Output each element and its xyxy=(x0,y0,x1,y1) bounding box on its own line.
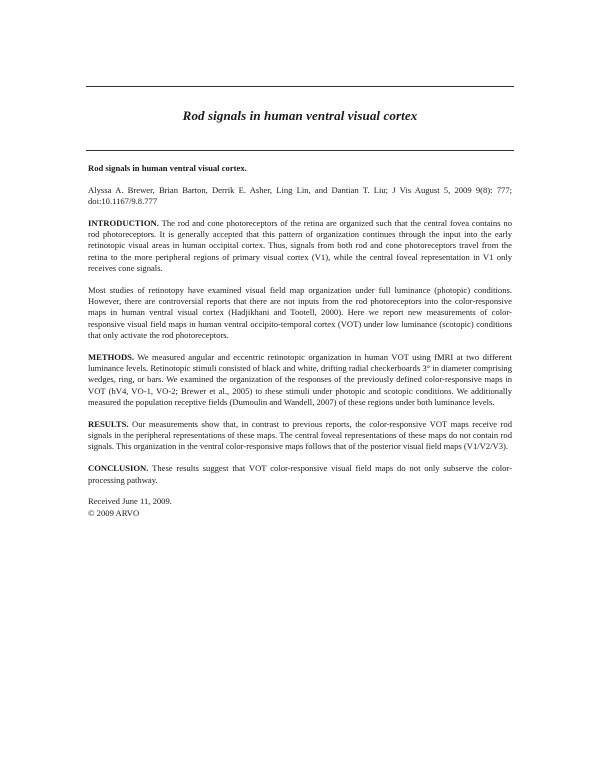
section-results xyxy=(88,419,512,453)
section-introduction xyxy=(88,218,512,274)
section-conclusion xyxy=(88,463,512,486)
section-text: Most studies of retinotopy have examined visual field map organization under full luminance (photopic) conditions. However, there are controversial reports that there are not inputs from the rod photoreceptors into the color-responsive maps in human ventral visual cortex (Hadjikhani and Tootell, 2000). Here we report new measurements of color-responsive visual field maps in human ventral occipito-temporal cortex (VOT) under low luminance (scotopic) conditions that only activate the rod photoreceptors. xyxy=(88,284,512,341)
section-label: INTRODUCTION. xyxy=(88,217,159,228)
section-methods xyxy=(88,352,512,408)
section-text: We measured angular and eccentric retinotopic organization in human VOT using fMRI at two different luminance levels. Retinotopic stimuli consisted of black and white, drifting radial checkerboards 3° in diameter comprising wedges, ring, or bars. We examined the organization of the responses of the previously defined color-responsive maps in VOT (hV4, VO-1, VO-2; Brewer et al., 2005) to these stimuli under photopic and scotopic conditions. We additionally measured the population receptive fields (Dumoulin and Wandell, 2007) of these regions under both luminance levels. xyxy=(88,351,512,408)
section-label: METHODS. xyxy=(88,351,135,362)
top-rule xyxy=(86,86,514,87)
section-text: Our measurements show that, in contrast to previous reports, the color-responsive VOT maps receive rod signals in the peripheral representations of these maps. The central foveal representations of these maps do not contain rod signals. This organization in the ventral color-responsive maps follows that of the posterior visual field maps (V1/V2/V3). xyxy=(88,418,512,452)
section-introduction-continued xyxy=(88,285,512,341)
abstract-body xyxy=(88,163,512,519)
citation-authors: Alyssa A. Brewer, Brian Barton, Derrik E. Asher, Ling Lin, and Dantian T. Liu; J Vis August 5, 2009 9(8): 777; doi:10.1167/9.8.777 xyxy=(88,184,512,207)
footer xyxy=(88,496,512,519)
bottom-rule xyxy=(86,150,514,151)
citation-title: Rod signals in human ventral visual cortex. xyxy=(88,163,247,173)
section-label: CONCLUSION. xyxy=(88,463,149,474)
section-text: These results suggest that VOT color-responsive visual field maps do not only subserve the color-processing pathway. xyxy=(88,463,512,485)
page-title: Rod signals in human ventral visual cortex xyxy=(182,108,418,123)
received-date: Received June 11, 2009. xyxy=(88,496,172,507)
copyright: © 2009 ARVO xyxy=(88,507,140,518)
section-text: The rod and cone photoreceptors of the retina are organized such that the central fovea contains no rod photoreceptors. It is generally accepted that this pattern of organization continues through the input into the early retinotopic visual areas in human occipital cortex. Thus, signals from both rod and cone photoreceptors travel from the retina to the more peripheral regions of primary visual cortex (V1), while the central foveal representation in V1 only receives cone signals. xyxy=(88,217,512,274)
section-label: RESULTS. xyxy=(88,418,129,429)
